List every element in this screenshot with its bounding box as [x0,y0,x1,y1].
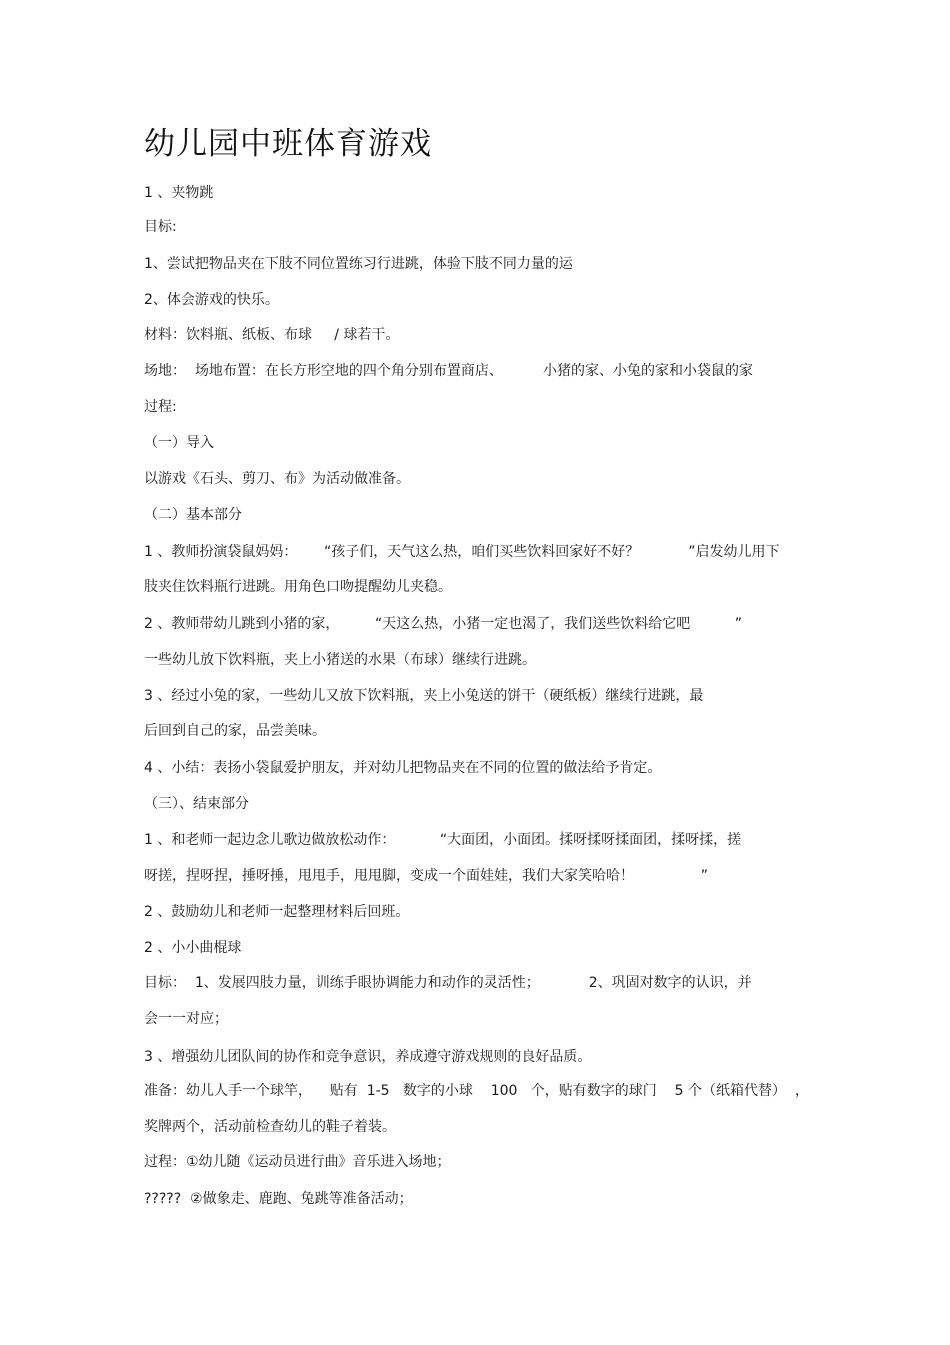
text-line: 一些幼儿放下饮料瓶，夹上小猪送的水果（布球）继续行进跳。 [144,652,536,668]
text-line: 材料：饮料瓶、纸板、布球 / 球若干。 [144,327,400,343]
text-line: 1 、和老师一起边念儿歌边做放松动作： “大面团，小面团。揉呀揉呀揉面团，揉呀揉，搓 [144,832,742,848]
text-line: 1 、夹物跳 [144,185,214,201]
text-line: 过程: [144,399,177,415]
text-line: （一）导入 [144,435,214,451]
text-line: 过程：①幼儿随《运动员进行曲》音乐进入场地； [144,1154,451,1170]
text-line: （二）基本部分 [144,507,242,523]
text-line: 2 、小小曲棍球 [144,940,242,956]
text-line: 4 、小结：表扬小袋鼠爱护朋友，并对幼儿把物品夹在不同的位置的做法给予肯定。 [144,760,662,776]
text-line: 3 、增强幼儿团队间的协作和竞争意识，养成遵守游戏规则的良好品质。 [144,1049,592,1065]
text-line: 2 、教师带幼儿跳到小猪的家， “天这么热，小猪一定也渴了，我们送些饮料给它吧 ” [144,616,742,632]
text-line: 目标： 1、发展四肢力量，训练手眼协调能力和动作的灵活性； 2、巩固对数字的认识，并 [144,975,752,991]
text-line: 后回到自己的家，品尝美味。 [144,723,326,739]
text-line: 场地： 场地布置：在长方形空地的四个角分别布置商店、 小猪的家、小兔的家和小袋鼠的家 [144,363,753,379]
text-line: 1、尝试把物品夹在下肢不同位置练习行进跳，体验下肢不同力量的运 [144,256,573,272]
text-line: 会一一对应； [144,1011,228,1027]
text-line: 2、体会游戏的快乐。 [144,292,279,308]
document-title: 幼儿园中班体育游戏 [144,126,432,162]
text-line: （三）、结束部分 [144,796,249,812]
text-line: 3 、经过小兔的家，一些幼儿又放下饮料瓶，夹上小兔送的饼干（硬纸板）继续行进跳，最 [144,688,704,704]
text-line: 1 、教师扮演袋鼠妈妈： “孩子们，天气这么热，咱们买些饮料回家好不好？ ”启发幼儿用下 [144,544,780,560]
text-line: 肢夹住饮料瓶行进跳。用角色口吻提醒幼儿夹稳。 [144,579,452,595]
text-line: 以游戏《石头、剪刀、布》为活动做准备。 [144,471,410,487]
text-line: 奖牌两个，活动前检查幼儿的鞋子着装。 [144,1119,396,1135]
text-line: 2 、鼓励幼儿和老师一起整理材料后回班。 [144,904,410,920]
text-line: ????? ②做象走、鹿跑、兔跳等准备活动； [144,1191,413,1207]
text-line: 呀搓，捏呀捏，捶呀捶，甩甩手，甩甩脚，变成一个面娃娃，我们大家笑哈哈！ ” [144,868,709,884]
text-line: 目标: [144,219,177,235]
text-line: 准备：幼儿人手一个球竿， 贴有 1-5 数字的小球 100 个，贴有数字的球门 5 个（纸箱代替） ， [144,1083,809,1099]
